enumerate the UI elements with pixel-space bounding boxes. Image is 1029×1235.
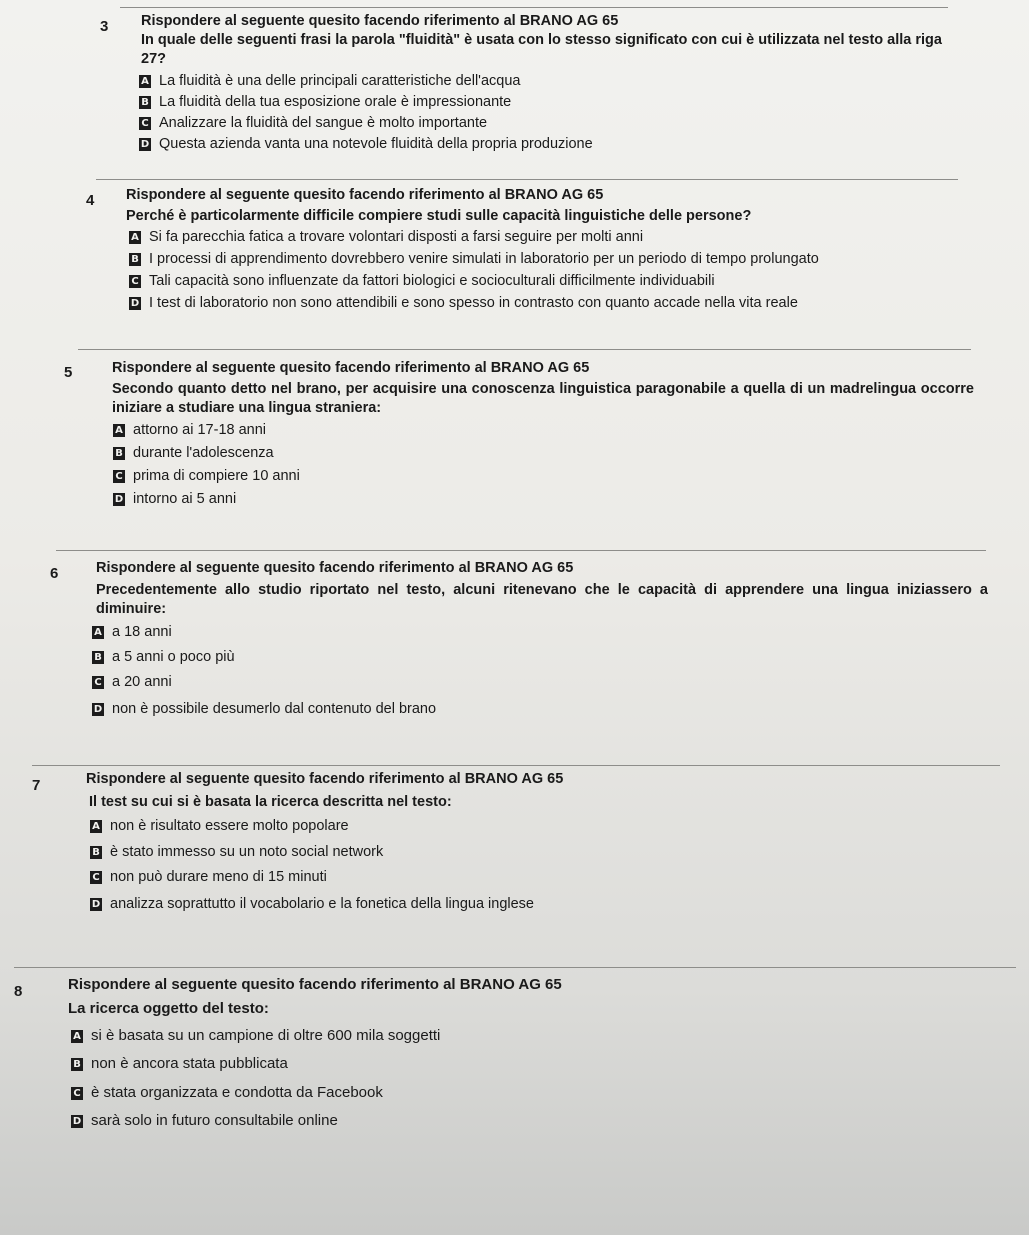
question-7 xyxy=(86,770,986,914)
option-text: Tali capacità sono influenzate da fattori biologici e socioculturali difficilmente individuabili xyxy=(149,273,715,289)
option-letter-badge: B xyxy=(139,96,151,109)
question-number: 4 xyxy=(86,192,95,209)
option-text: non è possibile desumerlo dal contenuto del brano xyxy=(112,701,437,717)
answer-option-d[interactable] xyxy=(129,294,969,313)
question-number: 7 xyxy=(32,777,41,794)
separator-6-7 xyxy=(32,765,1000,766)
option-letter-badge: C xyxy=(90,871,102,884)
answer-option-c[interactable] xyxy=(113,467,975,486)
question-heading: Rispondere al seguente quesito facendo riferimento al BRANO AG 65 xyxy=(96,560,574,576)
answer-option-c[interactable] xyxy=(71,1083,991,1102)
question-heading: Rispondere al seguente quesito facendo riferimento al BRANO AG 65 xyxy=(141,13,619,29)
question-4 xyxy=(126,186,966,313)
question-text: Precedentemente allo studio riportato nel testo, alcuni ritenevano che le capacità di apprendere una lingua iniziassero a diminuire: xyxy=(96,582,988,617)
option-letter-badge: C xyxy=(92,676,104,689)
question-text: Secondo quanto detto nel brano, per acquisire una conoscenza linguistica paragonabile a quella di un madrelingua occorre iniziare a studiare una lingua straniera: xyxy=(112,381,974,416)
question-heading: Rispondere al seguente quesito facendo riferimento al BRANO AG 65 xyxy=(112,360,590,376)
option-text: Si fa parecchia fatica a trovare volontari disposti a farsi seguire per molti anni xyxy=(149,229,644,245)
answer-option-d[interactable] xyxy=(90,895,990,914)
question-heading: Rispondere al seguente quesito facendo riferimento al BRANO AG 65 xyxy=(86,771,564,787)
question-heading: Rispondere al seguente quesito facendo riferimento al BRANO AG 65 xyxy=(126,187,604,203)
option-text: a 18 anni xyxy=(112,624,172,640)
option-letter-badge: C xyxy=(113,470,125,483)
option-letter-badge: A xyxy=(71,1030,83,1043)
separator-3-4 xyxy=(96,179,958,180)
option-text: La fluidità è una delle principali caratteristiche dell'acqua xyxy=(159,73,521,89)
option-text: intorno ai 5 anni xyxy=(133,491,237,507)
option-letter-badge: B xyxy=(113,447,125,460)
answer-option-b[interactable] xyxy=(129,250,969,269)
option-text: La fluidità della tua esposizione orale è impressionante xyxy=(159,94,512,110)
answer-option-a[interactable] xyxy=(113,421,975,440)
option-letter-badge: D xyxy=(72,1116,82,1127)
answer-option-b[interactable] xyxy=(139,93,954,112)
option-text: è stato immesso su un noto social network xyxy=(110,844,384,860)
separator-4-5 xyxy=(78,349,971,350)
option-letter-badge: A xyxy=(90,820,102,833)
option-text: si è basata su un campione di oltre 600 mila soggetti xyxy=(91,1027,441,1044)
option-text: sarà solo in futuro consultabile online xyxy=(91,1112,338,1129)
option-letter-badge: D xyxy=(93,704,103,715)
answer-option-c[interactable] xyxy=(90,868,990,887)
separator-top xyxy=(120,7,948,8)
answer-option-a[interactable] xyxy=(90,817,990,836)
answer-option-b[interactable] xyxy=(113,444,975,463)
option-letter-badge: D xyxy=(140,139,150,150)
option-letter-badge: A xyxy=(129,231,141,244)
option-letter-badge: A xyxy=(92,626,104,639)
option-letter-badge: D xyxy=(114,494,124,505)
answer-option-b[interactable] xyxy=(92,648,984,667)
option-text: Questa azienda vanta una notevole fluidità della propria produzione xyxy=(159,136,593,152)
answer-option-b[interactable] xyxy=(90,843,990,862)
question-6 xyxy=(93,559,988,719)
option-text: a 5 anni o poco più xyxy=(112,649,235,665)
option-letter-badge: A xyxy=(139,75,151,88)
option-text: non è ancora stata pubblicata xyxy=(91,1055,288,1072)
answer-option-c[interactable] xyxy=(139,114,954,133)
answer-option-d[interactable] xyxy=(92,700,984,719)
option-text: Analizzare la fluidità del sangue è molto importante xyxy=(159,115,488,131)
answer-option-a[interactable] xyxy=(139,72,954,91)
option-text: non è risultato essere molto popolare xyxy=(110,818,349,834)
option-letter-badge: D xyxy=(91,899,101,910)
separator-5-6 xyxy=(56,550,986,551)
answer-option-a[interactable] xyxy=(71,1026,991,1045)
question-number: 5 xyxy=(64,364,73,381)
question-text: Perché è particolarmente difficile compiere studi sulle capacità linguistiche delle persone? xyxy=(126,208,752,224)
option-text: I processi di apprendimento dovrebbero venire simulati in laboratorio per un periodo di tempo prolungato xyxy=(149,251,819,267)
option-text: prima di compiere 10 anni xyxy=(133,468,300,484)
separator-7-8 xyxy=(14,967,1016,968)
question-text: La ricerca oggetto del testo: xyxy=(68,1000,269,1017)
option-letter-badge: C xyxy=(71,1087,83,1100)
answer-option-d[interactable] xyxy=(139,135,954,154)
option-text: durante l'adolescenza xyxy=(133,445,274,461)
option-letter-badge: A xyxy=(113,424,125,437)
option-letter-badge: D xyxy=(130,298,140,309)
answer-option-a[interactable] xyxy=(92,623,984,642)
option-letter-badge: B xyxy=(92,651,104,664)
question-number: 3 xyxy=(100,18,109,35)
option-text: analizza soprattutto il vocabolario e la fonetica della lingua inglese xyxy=(110,896,534,912)
answer-option-b[interactable] xyxy=(71,1054,991,1073)
option-text: attorno ai 17-18 anni xyxy=(133,422,267,438)
answer-option-a[interactable] xyxy=(129,228,969,247)
option-text: è stata organizzata e condotta da Facebook xyxy=(91,1084,383,1101)
question-heading: Rispondere al seguente quesito facendo riferimento al BRANO AG 65 xyxy=(68,976,562,993)
option-text: non può durare meno di 15 minuti xyxy=(110,869,327,885)
answer-option-d[interactable] xyxy=(71,1111,991,1130)
answer-option-d[interactable] xyxy=(113,490,975,509)
option-text: a 20 anni xyxy=(112,674,172,690)
question-5 xyxy=(112,359,974,509)
option-letter-badge: B xyxy=(71,1058,83,1071)
option-text: I test di laboratorio non sono attendibili e sono spesso in contrasto con quanto accade nella vita reale xyxy=(149,295,798,311)
question-text: In quale delle seguenti frasi la parola "fluidità" è usata con lo stesso significato con cui è utilizzata nel testo alla riga 27? xyxy=(141,32,942,67)
question-3 xyxy=(141,12,956,154)
question-text: Il test su cui si è basata la ricerca descritta nel testo: xyxy=(89,794,452,810)
question-number: 6 xyxy=(50,565,59,582)
option-letter-badge: B xyxy=(90,846,102,859)
question-number: 8 xyxy=(14,983,23,1000)
option-letter-badge: C xyxy=(139,117,151,130)
question-8 xyxy=(68,975,988,1130)
option-letter-badge: C xyxy=(129,275,141,288)
option-letter-badge: B xyxy=(129,253,141,266)
answer-option-c[interactable] xyxy=(129,272,969,291)
answer-option-c[interactable] xyxy=(92,673,984,692)
